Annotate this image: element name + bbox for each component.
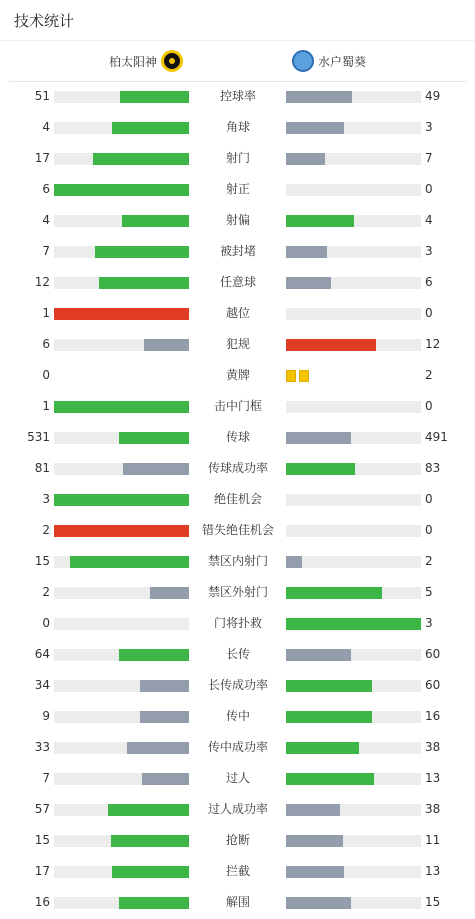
home-stat-bar-fill: [112, 122, 189, 134]
stat-row: [0, 267, 475, 298]
home-stat-value: 9: [42, 709, 50, 723]
stat-row: [0, 515, 475, 546]
away-stat-bar-fill: [286, 463, 355, 475]
away-stat-bar: [286, 897, 421, 909]
away-stat-bar: [286, 680, 421, 692]
away-stat-value: 60: [425, 647, 441, 661]
away-stat-bar: [286, 215, 421, 227]
home-stat-value: 1: [42, 306, 50, 320]
away-stat-value: 6: [425, 275, 433, 289]
home-stat-bar: [54, 122, 189, 134]
home-stat-bar: [54, 308, 189, 320]
home-stat-bar-fill: [111, 835, 189, 847]
stat-label: 越位: [225, 306, 250, 320]
home-stat-bar: [54, 463, 189, 475]
home-stat-value: 4: [42, 120, 50, 134]
away-stat-value: 83: [425, 461, 441, 475]
away-stat-bar-fill: [286, 277, 331, 289]
stat-label: 过人: [225, 771, 250, 785]
home-stat-bar-fill: [140, 680, 189, 692]
home-stat-bar-fill: [54, 494, 189, 506]
away-stat-bar: [286, 649, 421, 661]
home-stat-bar: [54, 711, 189, 723]
away-stat-value: 38: [425, 740, 441, 754]
home-stat-bar: [54, 835, 189, 847]
stat-row: [0, 608, 475, 639]
home-stat-bar: [54, 339, 189, 351]
home-stat-bar: [54, 866, 189, 878]
stat-label: 解围: [225, 895, 250, 909]
stat-label: 射偏: [225, 213, 250, 227]
away-stat-bar: [286, 184, 421, 196]
home-stat-value: 15: [34, 833, 50, 847]
away-stat-bar-fill: [286, 587, 382, 599]
home-team[interactable]: [109, 41, 183, 81]
stat-row: [0, 81, 475, 112]
stat-row: [0, 236, 475, 267]
home-stat-bar: [54, 432, 189, 444]
away-stat-value: 0: [425, 399, 433, 413]
away-stat-bar: [286, 494, 421, 506]
stat-row: [0, 422, 475, 453]
home-stat-bar: [54, 649, 189, 661]
stat-row: [0, 174, 475, 205]
away-stat-bar-fill: [286, 246, 327, 258]
home-stat-bar-fill: [142, 773, 189, 785]
stat-label: 绝佳机会: [213, 492, 262, 506]
away-stat-bar-fill: [286, 804, 340, 816]
away-stat-bar-fill: [286, 866, 344, 878]
away-stat-bar-fill: [286, 835, 343, 847]
stat-label: 禁区外射门: [207, 585, 268, 599]
home-stat-bar-fill: [127, 742, 189, 754]
stat-row: [0, 298, 475, 329]
home-stat-bar: [54, 215, 189, 227]
home-team-logo-icon: [161, 50, 183, 72]
home-stat-bar: [54, 556, 189, 568]
page-header: [0, 0, 475, 41]
away-stat-value: 38: [425, 802, 441, 816]
home-stat-bar-fill: [99, 277, 189, 289]
home-stat-value: 6: [42, 182, 50, 196]
home-stat-value: 51: [34, 89, 50, 103]
away-stat-bar: [286, 804, 421, 816]
home-stat-value: 2: [42, 523, 50, 537]
home-stat-value: 33: [34, 740, 50, 754]
home-stat-bar-fill: [150, 587, 189, 599]
away-stat-value: 49: [425, 89, 441, 103]
home-stat-bar-fill: [120, 91, 189, 103]
yellow-card-icon: [299, 370, 309, 382]
home-stat-bar-fill: [54, 308, 189, 320]
away-stat-bar: [286, 866, 421, 878]
away-stat-bar: [286, 277, 421, 289]
stat-label: 拦截: [225, 864, 250, 878]
home-stat-bar: [54, 494, 189, 506]
away-stat-bar: [286, 246, 421, 258]
home-stat-bar: [54, 680, 189, 692]
home-stat-bar-fill: [108, 804, 189, 816]
away-stat-bar-fill: [286, 215, 354, 227]
stat-label: 控球率: [219, 89, 256, 103]
stat-row: [0, 112, 475, 143]
stat-label: 门将扑救: [213, 616, 262, 630]
home-stat-bar: [54, 153, 189, 165]
away-stat-value: 3: [425, 244, 433, 258]
away-stat-bar-fill: [286, 711, 372, 723]
stat-row: [0, 577, 475, 608]
away-team-name: 水户蜀葵: [318, 54, 367, 69]
away-stat-value: 2: [425, 368, 433, 382]
away-stat-bar-fill: [286, 773, 374, 785]
home-stat-value: 57: [34, 802, 50, 816]
stat-row: [0, 143, 475, 174]
home-stat-bar: [54, 246, 189, 258]
away-stat-value: 4: [425, 213, 433, 227]
home-stat-bar-fill: [123, 463, 189, 475]
away-stat-value: 3: [425, 616, 433, 630]
home-stat-value: 531: [27, 430, 50, 444]
away-stat-bar: [286, 91, 421, 103]
stat-row: [0, 825, 475, 856]
away-stat-bar: [286, 525, 421, 537]
away-stat-value: 13: [425, 771, 441, 785]
stat-label: 角球: [225, 120, 250, 134]
away-stat-bar: [286, 742, 421, 754]
home-stat-bar: [54, 773, 189, 785]
away-stat-bar-fill: [286, 649, 351, 661]
home-stat-value: 17: [34, 864, 50, 878]
home-stat-value: 6: [42, 337, 50, 351]
home-stat-value: 2: [42, 585, 50, 599]
away-stat-bar-fill: [286, 91, 352, 103]
stat-row: [0, 670, 475, 701]
away-stat-value: 3: [425, 120, 433, 134]
away-team-logo-icon: [292, 50, 314, 72]
home-stat-value: 7: [42, 244, 50, 258]
yellow-card-icon: [286, 370, 296, 382]
stat-label: 被封堵: [219, 244, 256, 258]
home-stat-bar: [54, 618, 189, 630]
home-stat-value: 1: [42, 399, 50, 413]
away-stat-bar-fill: [286, 680, 372, 692]
home-stat-value: 7: [42, 771, 50, 785]
stat-label: 传球成功率: [207, 461, 268, 475]
stat-label: 长传: [225, 647, 250, 661]
stat-row: [0, 205, 475, 236]
away-yellow-cards: [286, 370, 309, 382]
home-stat-bar-fill: [93, 153, 189, 165]
home-stat-value: 16: [34, 895, 50, 909]
away-stat-bar-fill: [286, 556, 302, 568]
away-stat-value: 0: [425, 492, 433, 506]
home-stat-bar: [54, 525, 189, 537]
away-stat-bar: [286, 401, 421, 413]
home-stat-value: 17: [34, 151, 50, 165]
home-stat-bar-fill: [54, 525, 189, 537]
away-stat-value: 491: [425, 430, 448, 444]
stat-row: [0, 360, 475, 391]
home-team-name: 柏太阳神: [108, 54, 157, 69]
stat-row: [0, 887, 475, 918]
home-stat-bar-fill: [95, 246, 190, 258]
stat-row: [0, 639, 475, 670]
home-stat-bar-fill: [70, 556, 189, 568]
home-stat-bar: [54, 401, 189, 413]
away-stat-value: 0: [425, 306, 433, 320]
stat-row: [0, 391, 475, 422]
away-stat-value: 2: [425, 554, 433, 568]
stat-label: 犯规: [225, 337, 250, 351]
teams-header: [9, 41, 466, 82]
stat-label: 抢断: [225, 833, 250, 847]
stat-label: 黄牌: [225, 368, 250, 382]
away-stat-bar-fill: [286, 153, 325, 165]
away-stat-value: 11: [425, 833, 441, 847]
away-stat-bar-fill: [286, 339, 376, 351]
home-stat-value: 34: [34, 678, 50, 692]
home-stat-value: 3: [42, 492, 50, 506]
home-stat-bar-fill: [140, 711, 189, 723]
stat-row: [0, 329, 475, 360]
away-stat-bar: [286, 556, 421, 568]
away-stat-bar: [286, 308, 421, 320]
stat-label: 过人成功率: [207, 802, 268, 816]
home-stat-value: 15: [34, 554, 50, 568]
stat-label: 传球: [225, 430, 250, 444]
home-stat-bar-fill: [54, 401, 189, 413]
home-stat-bar: [54, 804, 189, 816]
stats-list: [0, 81, 475, 918]
home-stat-bar: [54, 742, 189, 754]
away-stat-bar-fill: [286, 897, 351, 909]
away-stat-bar: [286, 587, 421, 599]
stat-label: 长传成功率: [207, 678, 268, 692]
home-stat-value: 12: [34, 275, 50, 289]
home-stat-bar-fill: [122, 215, 190, 227]
away-stat-bar: [286, 773, 421, 785]
stat-label: 射正: [225, 182, 250, 196]
home-stat-value: 81: [34, 461, 50, 475]
away-stat-bar: [286, 711, 421, 723]
stat-label: 射门: [225, 151, 250, 165]
page-title: 技术统计: [14, 11, 75, 30]
away-stat-value: 60: [425, 678, 441, 692]
stat-label: 任意球: [219, 275, 256, 289]
home-stat-bar-fill: [119, 432, 189, 444]
away-stat-bar: [286, 835, 421, 847]
home-stat-bar-fill: [119, 649, 189, 661]
away-team[interactable]: [292, 41, 366, 81]
away-stat-value: 15: [425, 895, 441, 909]
away-stat-value: 0: [425, 182, 433, 196]
home-stat-bar: [54, 277, 189, 289]
home-stat-bar-fill: [144, 339, 189, 351]
home-stat-value: 4: [42, 213, 50, 227]
away-stat-value: 0: [425, 523, 433, 537]
home-stat-bar-fill: [112, 866, 189, 878]
stat-row: [0, 732, 475, 763]
away-stat-value: 16: [425, 709, 441, 723]
away-stat-bar: [286, 153, 421, 165]
stat-label: 禁区内射门: [207, 554, 268, 568]
away-stat-bar-fill: [286, 122, 344, 134]
stat-row: [0, 763, 475, 794]
away-stat-bar-fill: [286, 432, 351, 444]
home-stat-bar: [54, 587, 189, 599]
stat-label: 传中成功率: [207, 740, 268, 754]
home-stat-value: 64: [34, 647, 50, 661]
away-stat-bar: [286, 618, 421, 630]
stat-row: [0, 794, 475, 825]
away-stat-bar-fill: [286, 618, 421, 630]
stat-label: 传中: [225, 709, 250, 723]
away-stat-value: 5: [425, 585, 433, 599]
stat-row: [0, 701, 475, 732]
home-stat-bar: [54, 897, 189, 909]
away-stat-bar: [286, 122, 421, 134]
home-stat-bar: [54, 91, 189, 103]
away-stat-value: 13: [425, 864, 441, 878]
away-stat-bar: [286, 432, 421, 444]
home-stat-bar-fill: [54, 184, 189, 196]
away-stat-bar-fill: [286, 742, 359, 754]
away-stat-value: 12: [425, 337, 441, 351]
stat-row: [0, 484, 475, 515]
stat-row: [0, 856, 475, 887]
stat-label: 错失绝佳机会: [201, 523, 274, 537]
home-stat-value: 0: [42, 616, 50, 630]
home-stat-value: 0: [42, 368, 50, 382]
away-stat-bar: [286, 339, 421, 351]
stat-row: [0, 453, 475, 484]
away-stat-bar: [286, 463, 421, 475]
home-stat-bar-fill: [119, 897, 189, 909]
stat-row: [0, 546, 475, 577]
home-stat-bar: [54, 184, 189, 196]
stat-label: 击中门框: [213, 399, 262, 413]
away-stat-value: 7: [425, 151, 433, 165]
